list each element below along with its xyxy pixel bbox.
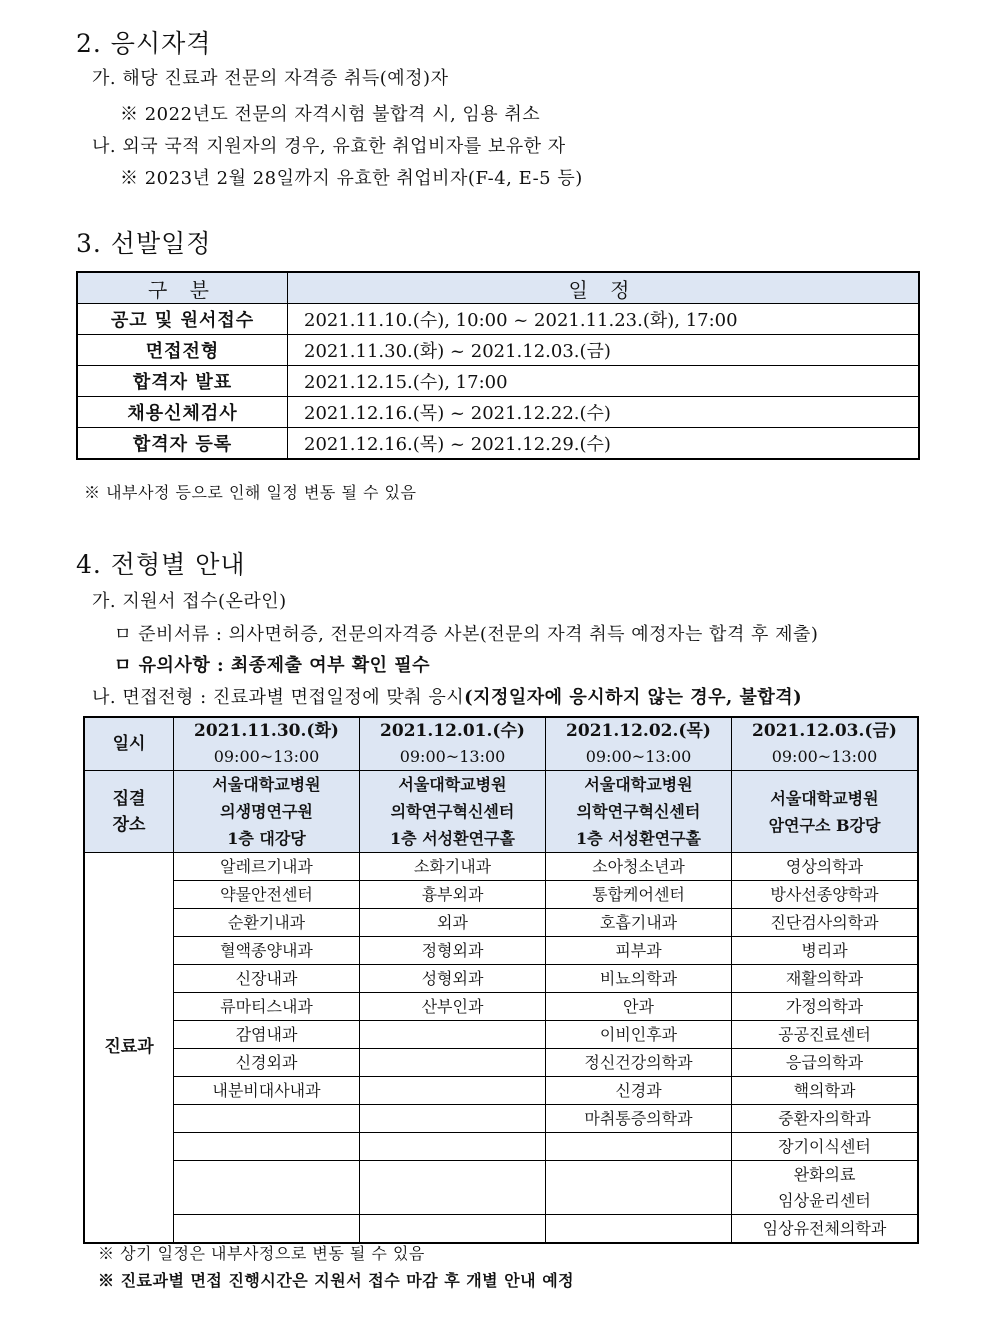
day-header: [360, 717, 546, 771]
schedule-label: 면접전형: [77, 335, 288, 366]
dept-cell: 이비인후과: [546, 1021, 732, 1049]
dept-cell: 신경외과: [174, 1049, 360, 1077]
schedule-header-category: 구 분: [77, 272, 288, 304]
dept-cell: 알레르기내과: [174, 853, 360, 881]
schedule-value: 2021.12.15.(수), 17:00: [288, 366, 920, 397]
schedule-label: 합격자 발표: [77, 366, 288, 397]
day-date: 2021.12.01.(수): [380, 721, 525, 741]
schedule-row: [77, 366, 919, 397]
dept-cell: [546, 1133, 732, 1161]
schedule-row: [77, 428, 919, 460]
dept-cell: 외과: [360, 909, 546, 937]
dept-cell: [546, 1215, 732, 1244]
dept-cell: 가정의학과: [732, 993, 919, 1021]
place-cell: 서울대학교병원 의생명연구원 1층 대강당: [174, 771, 360, 853]
dept-cell: 혈액종양내과: [174, 937, 360, 965]
schedule-value: 2021.12.16.(목) ~ 2021.12.22.(수): [288, 397, 920, 428]
schedule-value: 2021.11.30.(화) ~ 2021.12.03.(금): [288, 335, 920, 366]
dept-cell: 마취통증의학과: [546, 1105, 732, 1133]
dept-cell: 정신건강의학과: [546, 1049, 732, 1077]
dept-cell: 신경과: [546, 1077, 732, 1105]
day-time: 09:00~13:00: [213, 747, 320, 766]
schedule-header-date: 일 정: [288, 272, 920, 304]
schedule-row: [77, 304, 919, 335]
day-header: [546, 717, 732, 771]
dept-cell: [360, 1133, 546, 1161]
required-documents: ㅁ 준비서류 : 의사면허증, 전문의자격증 사본(전문의 자격 취득 예정자는 합격 후 제출): [114, 624, 819, 645]
schedule-table: [76, 271, 920, 460]
schedule-row: [77, 335, 919, 366]
interview-notice: 나. 면접전형 : 진료과별 면접일정에 맞춰 응시: [92, 687, 465, 708]
dept-cell: 방사선종양학과: [732, 881, 919, 909]
dept-cell: [360, 1215, 546, 1244]
dept-cell: 재활의학과: [732, 965, 919, 993]
interview-note-1: ※ 상기 일정은 내부사정으로 변동 될 수 있음: [98, 1244, 425, 1263]
section-2-title: 2. 응시자격: [76, 29, 212, 58]
section-2-item-ga: 가. 해당 진료과 전문의 자격증 취득(예정)자: [92, 68, 449, 89]
dept-cell: 약물안전센터: [174, 881, 360, 909]
schedule-value: 2021.12.16.(목) ~ 2021.12.29.(수): [288, 428, 920, 460]
schedule-label: 채용신체검사: [77, 397, 288, 428]
dept-cell: 내분비대사내과: [174, 1077, 360, 1105]
day-header: [174, 717, 360, 771]
dept-cell: 산부인과: [360, 993, 546, 1021]
section-4-title: 4. 전형별 안내: [76, 550, 246, 579]
row-label-dept: 진료과: [84, 853, 174, 1244]
dept-cell: 안과: [546, 993, 732, 1021]
dept-cell: 소아청소년과: [546, 853, 732, 881]
dept-cell: [360, 1077, 546, 1105]
dept-cell: 정형외과: [360, 937, 546, 965]
section-4-item-ga: 가. 지원서 접수(온라인): [92, 591, 287, 612]
caution-note: ㅁ 유의사항 : 최종제출 여부 확인 필수: [114, 655, 431, 676]
dept-cell: 진단검사의학과: [732, 909, 919, 937]
place-cell: 서울대학교병원 의학연구혁신센터 1층 서성환연구홀: [546, 771, 732, 853]
interview-table: [83, 716, 919, 1244]
dept-cell: 감염내과: [174, 1021, 360, 1049]
dept-cell: 신장내과: [174, 965, 360, 993]
section-3-title: 3. 선발일정: [76, 229, 212, 258]
day-time: 09:00~13:00: [771, 747, 878, 766]
section-2-note-ga: ※ 2022년도 전문의 자격시험 불합격 시, 임용 취소: [120, 104, 541, 125]
dept-cell: 소화기내과: [360, 853, 546, 881]
dept-cell: 피부과: [546, 937, 732, 965]
dept-cell: [360, 1105, 546, 1133]
section-2-item-na: 나. 외국 국적 지원자의 경우, 유효한 취업비자를 보유한 자: [92, 136, 566, 157]
dept-cell: 류마티스내과: [174, 993, 360, 1021]
dept-cell: 병리과: [732, 937, 919, 965]
interview-note-2: ※ 진료과별 면접 진행시간은 지원서 접수 마감 후 개별 안내 예정: [98, 1271, 575, 1290]
dept-cell: [360, 1021, 546, 1049]
dept-cell: 중환자의학과: [732, 1105, 919, 1133]
section-4-item-na: [92, 683, 802, 709]
schedule-value: 2021.11.10.(수), 10:00 ~ 2021.11.23.(화), 17:00: [288, 304, 920, 335]
day-date: 2021.11.30.(화): [194, 721, 339, 741]
schedule-row: [77, 397, 919, 428]
dept-cell: 호흡기내과: [546, 909, 732, 937]
dept-cell: [360, 1049, 546, 1077]
place-cell: 서울대학교병원 암연구소 B강당: [732, 771, 919, 853]
place-cell: 서울대학교병원 의학연구혁신센터 1층 서성환연구홀: [360, 771, 546, 853]
row-label-date: 일시: [84, 717, 174, 771]
interview-warning: (지정일자에 응시하지 않는 경우, 불합격): [464, 687, 803, 708]
schedule-note: ※ 내부사정 등으로 인해 일정 변동 될 수 있음: [84, 483, 417, 502]
section-2-note-na: ※ 2023년 2월 28일까지 유효한 취업비자(F-4, E-5 등): [120, 168, 583, 189]
day-date: 2021.12.02.(목): [566, 721, 711, 741]
dept-cell: 공공진료센터: [732, 1021, 919, 1049]
day-time: 09:00~13:00: [399, 747, 506, 766]
dept-cell: 응급의학과: [732, 1049, 919, 1077]
dept-cell: [360, 1161, 546, 1215]
dept-cell: 장기이식센터: [732, 1133, 919, 1161]
dept-cell: 흉부외과: [360, 881, 546, 909]
dept-cell: 임상유전체의학과: [732, 1215, 919, 1244]
dept-cell: 성형외과: [360, 965, 546, 993]
dept-cell: 통합케어센터: [546, 881, 732, 909]
schedule-label: 합격자 등록: [77, 428, 288, 460]
row-label-place: 집결 장소: [84, 771, 174, 853]
dept-cell: [174, 1161, 360, 1215]
schedule-label: 공고 및 원서접수: [77, 304, 288, 335]
dept-cell: 순환기내과: [174, 909, 360, 937]
dept-cell: 비뇨의학과: [546, 965, 732, 993]
dept-cell: [174, 1105, 360, 1133]
day-date: 2021.12.03.(금): [752, 721, 897, 741]
dept-cell: [174, 1133, 360, 1161]
dept-cell: 핵의학과: [732, 1077, 919, 1105]
day-header: [732, 717, 919, 771]
dept-cell: 영상의학과: [732, 853, 919, 881]
dept-cell-double: 완화의료 임상윤리센터: [732, 1161, 919, 1215]
dept-cell: [546, 1161, 732, 1215]
dept-cell: [174, 1215, 360, 1244]
day-time: 09:00~13:00: [585, 747, 692, 766]
